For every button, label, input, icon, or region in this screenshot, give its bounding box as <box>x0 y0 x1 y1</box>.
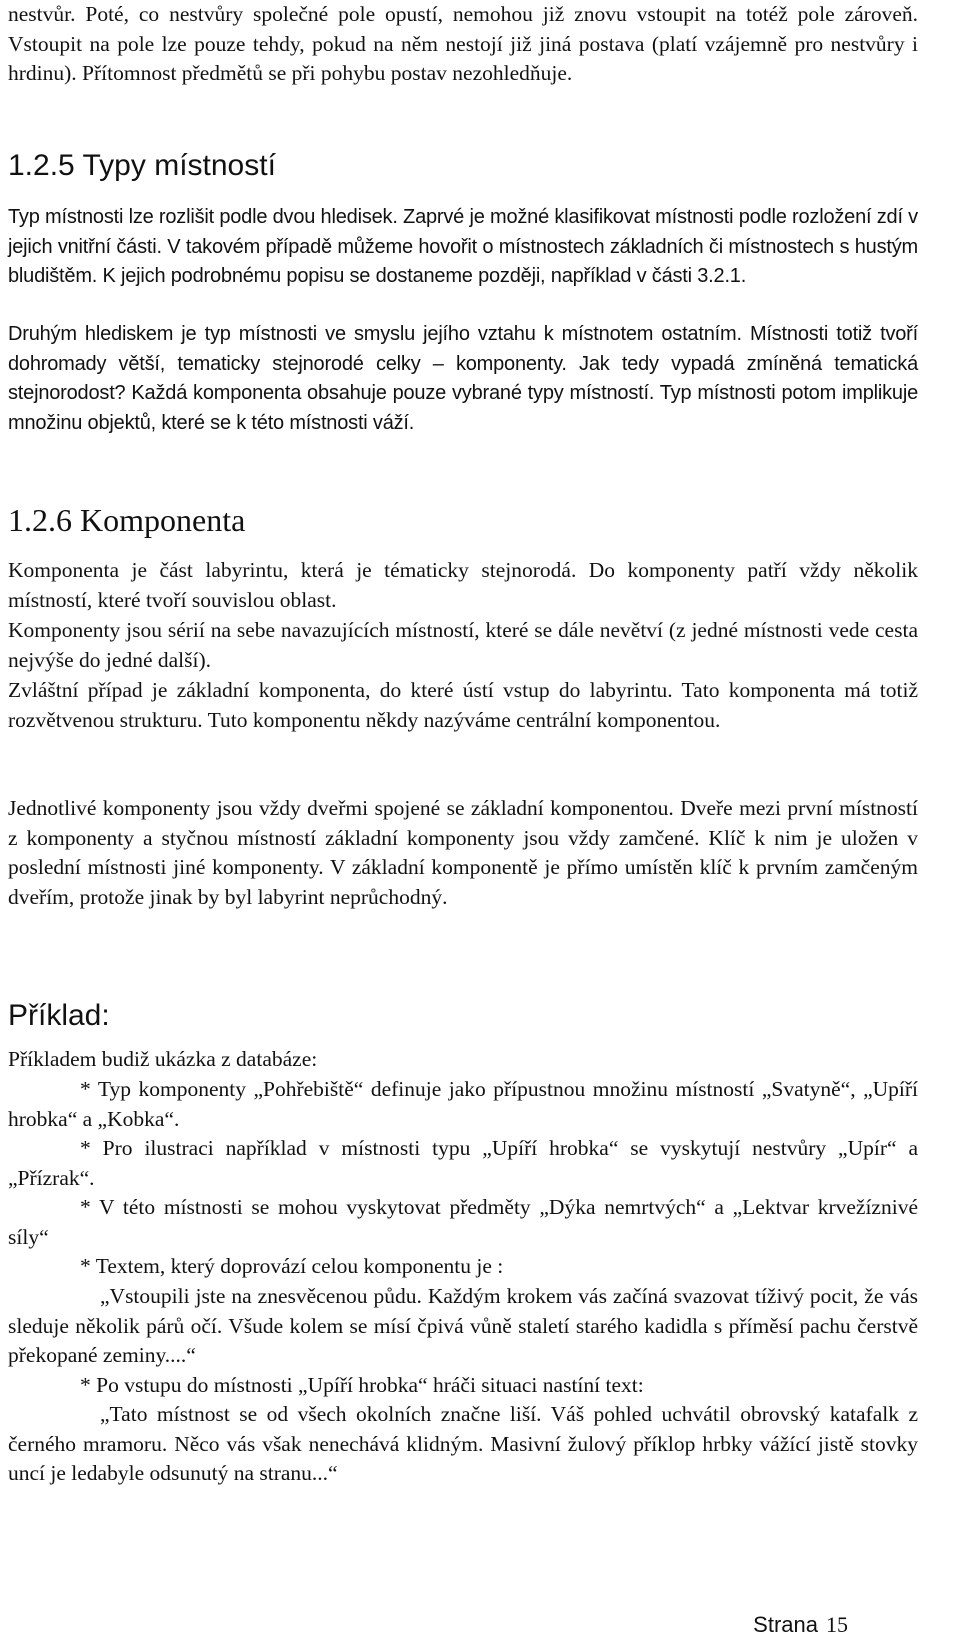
page-footer <box>753 1612 848 1638</box>
example-item-3: * V této místnosti se mohou vyskytovat předměty „Dýka nemrtvých“ a „Lektvar krvežíznivé síly“ <box>8 1195 918 1249</box>
intro-paragraph: nestvůr. Poté, co nestvůry společné pole opustí, nemohou již znovu vstoupit na totéž pole zároveň. Vstoupit na pole lze pouze tehdy, pokud na něm nestojí již jiná postava (platí vzájemně pro nestvůry i hrdinu). Přítomnost předmětů se při pohybu postav nezohledňuje. <box>8 2 918 85</box>
room-types-paragraph-1: Typ místnosti lze rozlišit podle dvou hledisek. Zaprvé je možné klasifikovat místnosti podle rozložení zdí v jejich vnitřní části. V takovém případě můžeme hovořit o místnostech základních či místnostech s hustým bludištěm. K jejich podrobnému popisu se dostaneme později, například v části 3.2.1. <box>8 206 918 287</box>
example-item-4: * Textem, který doprovází celou komponentu je : <box>80 1254 504 1278</box>
component-paragraph-3: Zvláštní případ je základní komponenta, do které ústí vstup do labyrintu. Tato komponenta má totiž rozvětvenou strukturu. Tuto komponentu někdy nazýváme centrální komponentou. <box>8 678 918 732</box>
page-label: Strana <box>753 1612 818 1637</box>
example-item-1: * Typ komponenty „Pohřebiště“ definuje jako přípustnou množinu místností „Svatyně“, „Upíří hrobka“ a „Kobka“. <box>8 1077 918 1131</box>
page-number: 15 <box>826 1612 848 1637</box>
example-quote-1: „Vstoupili jste na znesvěcenou půdu. Každým krokem vás začíná svazovat tíživý pocit, že vás sleduje několik párů očí. Všude kolem se mísí čpivá vůně staletí starého kadidla s příměsí pachu čerstvě překopané zeminy....“ <box>8 1284 918 1367</box>
example-intro: Příkladem budiž ukázka z databáze: <box>8 1047 318 1071</box>
example-quote-2: „Tato místnost se od všech okolních značne liší. Váš pohled uchvátil obrovský katafalk z černého mramoru. Něco vás však nenechává klidným. Masivní žulový příklop hrbky vážící jistě stovky uncí je ledabyle odsunutý na stranu...“ <box>8 1402 918 1485</box>
component-paragraph-2: Komponenty jsou sérií na sebe navazujících místností, které se dále nevětví (z jedné místnosti vede cesta nejvýše do jedné další). <box>8 618 918 672</box>
section-heading-component: 1.2.6 Komponenta <box>8 502 246 538</box>
component-paragraph-4: Jednotlivé komponenty jsou vždy dveřmi spojené se základní komponentou. Dveře mezi první místností z komponenty a styčnou místností základní komponenty jsou vždy zamčené. Klíč k nim je uložen v poslední místnosti jiné komponenty. V základní komponentě je přímo umístěn klíč k prvním zamčeným dveřím, protože jinak by byl labyrint neprůchodný. <box>8 796 918 909</box>
room-types-paragraph-2: Druhým hlediskem je typ místnosti ve smyslu jejího vztahu k místnotem ostatním. Místnosti totiž tvoří dohromady větší, tematicky stejnorodé celky – komponenty. Jak tedy vypadá zmíněná tematická stejnorodost? Každá komponenta obsahuje pouze vybrané typy místností. Typ místnosti potom implikuje množinu objektů, které se k této místnosti váží. <box>8 323 918 434</box>
section-heading-room-types: 1.2.5 Typy místností <box>8 149 276 182</box>
example-heading: Příklad: <box>8 999 110 1032</box>
component-paragraph-1: Komponenta je část labyrintu, která je tématicky stejnorodá. Do komponenty patří vždy několik místností, které tvoří souvislou oblast. <box>8 558 918 612</box>
example-item-2: * Pro ilustraci například v místnosti typu „Upíří hrobka“ se vyskytují nestvůry „Upír“ a „Přízrak“. <box>8 1136 918 1190</box>
example-item-5: * Po vstupu do místnosti „Upíří hrobka“ hráči situaci nastíní text: <box>80 1373 644 1397</box>
